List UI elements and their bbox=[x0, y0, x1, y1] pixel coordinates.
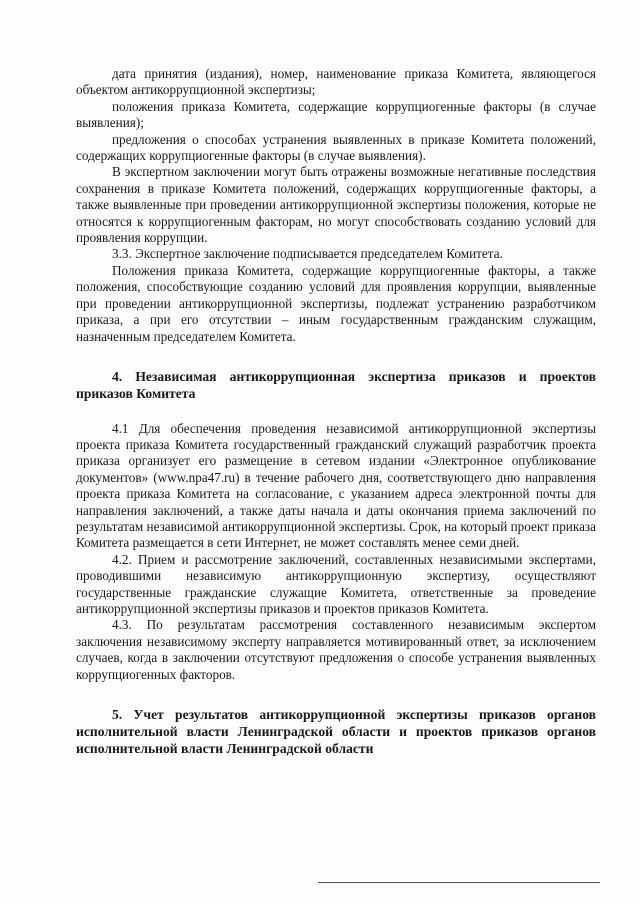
paragraph-adoption-date: дата принятия (издания), номер, наименование приказа Комитета, являющегося объектом антикоррупционной экспертизы; bbox=[76, 66, 596, 98]
paragraph-elimination: Положения приказа Комитета, содержащие коррупциогенные факторы, а также положения, способствующие созданию условий для проявления коррупции, выявленные при проведении антикоррупционной экспертизы, подлежат устранению разработчиком приказа, а при его отсутствии – иным государственным гражданским служащим, назначенным председателем Комитета. bbox=[76, 262, 596, 344]
document-body bbox=[76, 66, 596, 757]
paragraph-proposals: предложения о способах устранения выявленных в приказе Комитета положений, содержащих коррупциогенные факторы (в случае выявления). bbox=[76, 131, 596, 164]
paragraph-provisions: положения приказа Комитета, содержащие коррупциогенные факторы (в случае выявления); bbox=[76, 98, 596, 131]
section-4-heading: 4. Независимая антикоррупционная экспертиза приказов и проектов приказов Комитета bbox=[76, 368, 596, 401]
paragraph-4-3: 4.3. По результатам рассмотрения составленного независимым экспертом заключения независимому эксперту направляется мотивированный ответ, за исключением случаев, когда в заключении отсутствуют предложения о способе устранения выявленных коррупциогенных факторов. bbox=[76, 617, 596, 682]
paragraph-consequences: В экспертном заключении могут быть отражены возможные негативные последствия сохранения в приказе Комитета положений, содержащих коррупциогенные факторы, а также выявленные при проведении антикоррупционной экспертизы положения, которые не относятся к коррупциогенным факторам, но могут способствовать созданию условий для проявления коррупции. bbox=[76, 164, 596, 246]
paragraph-4-2: 4.2. Прием и рассмотрение заключений, составленных независимыми экспертами, проводившими независимую антикоррупционную экспертизу, осуществляют государственные гражданские служащие Комитета, ответственные за проведение антикоррупционной экспертизы приказов и проектов приказов Комитета. bbox=[76, 551, 596, 616]
section-5-heading: 5. Учет результатов антикоррупционной экспертизы приказов органов исполнительной власти Ленинградской области и проектов приказов органов исполнительной власти Ленинградской области bbox=[76, 707, 596, 756]
paragraph-3-3: 3.3. Экспертное заключение подписывается председателем Комитета. bbox=[112, 246, 503, 262]
paragraph-4-1: 4.1 Для обеспечения проведения независимой антикоррупционной экспертизы проекта приказа Комитета государственный гражданский служащий разработчик проекта приказа организует его размещение в сетевом издании «Электронное опубликование документов» (www.npa47.ru) в течение рабочего дня, соответствующего дню направления проекта приказа Комитета на согласование, с указанием адреса электронной почты для направления заключений, а также даты начала и даты окончания приема заключений по результатам независимой антикоррупционной экспертизы. Срок, на который проект приказа Комитета размещается в сети Интернет, не может составлять менее семи дней. bbox=[76, 420, 596, 551]
footer-rule bbox=[318, 882, 600, 883]
